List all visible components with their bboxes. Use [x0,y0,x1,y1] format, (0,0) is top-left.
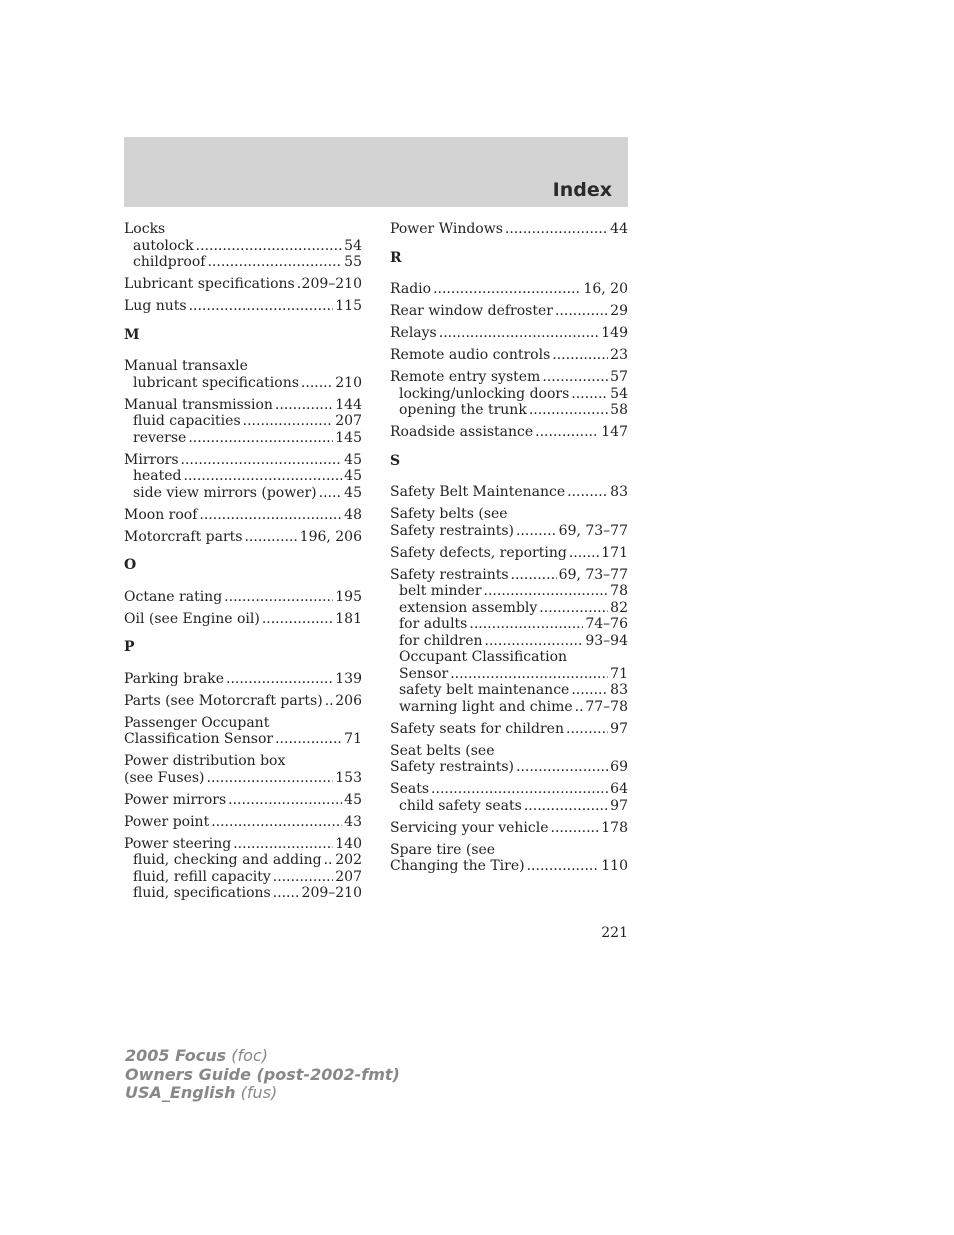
entry-text: Parking brake [124,670,224,687]
entry-text: locking/unlocking doors [399,385,570,402]
entry-page: 140 [335,835,362,852]
index-entry [390,567,628,716]
entry-page: 97 [610,720,628,737]
index-subentry [390,649,628,666]
dot-leader [243,413,334,430]
index-entry [124,452,362,502]
page-title: Index [552,179,612,201]
index-subentry [390,402,628,419]
dot-leader [450,666,608,683]
dot-leader [207,770,334,787]
entry-text: Sensor [399,665,449,682]
entry-text: autolock [133,237,194,254]
footer-model: 2005 Focus [125,1046,227,1065]
entry-page: 69, 73–77 [558,566,628,583]
dot-leader [505,221,608,238]
index-entry [390,484,628,501]
index-entry [390,721,628,738]
dot-leader [555,303,608,320]
index-entry [124,715,362,748]
entry-page: 82 [610,599,628,616]
entry-text: Power distribution box [124,753,286,769]
entry-page: 64 [610,781,628,797]
index-subentry [124,468,362,485]
dot-leader [469,616,583,633]
entry-page: 45 [344,791,362,808]
index-entry-line [390,325,628,342]
dot-leader [542,369,608,386]
entry-text: extension assembly [399,599,538,616]
index-subentry [124,430,362,447]
dot-leader [297,276,300,293]
entry-page: 209–210 [301,276,362,292]
entry-text: Passenger Occupant [124,714,270,731]
index-letter-heading: S [390,452,401,469]
entry-page: 48 [344,506,362,523]
entry-page: 209–210 [301,885,362,901]
index-entry-line [390,424,628,441]
index-entry [390,842,628,875]
index-entry [124,693,362,710]
index-entry-line [390,820,628,837]
dot-leader [516,759,608,776]
entry-page: 77–78 [585,698,628,715]
index-entry-line [124,276,362,293]
dot-leader [567,484,608,501]
footer-guide: Owners Guide (post-2002-fmt) [125,1064,400,1084]
index-entry-line [124,671,362,688]
dot-leader [566,721,608,738]
dot-leader [485,633,584,650]
entry-page: 178 [601,819,628,836]
dot-leader [324,852,334,869]
index-entry-line [124,836,362,853]
index-entry [124,507,362,524]
entry-page: 44 [610,221,628,237]
dot-leader [325,693,334,710]
entry-page: 153 [335,769,362,786]
entry-text: opening the trunk [399,402,527,418]
index-entry [390,743,628,776]
index-letter-heading: P [124,639,135,655]
entry-page: 69 [610,759,628,775]
entry-page: 147 [601,424,628,440]
dot-leader [571,386,608,403]
entry-text: Roadside assistance [390,424,534,440]
entry-text: fluid, refill capacity [133,868,271,885]
dot-leader [228,792,342,809]
index-entry [124,397,362,447]
entry-text: Safety seats for children [390,720,564,737]
entry-text: (see Fuses) [124,769,205,786]
entry-page: 69, 73–77 [558,522,628,539]
dot-leader [516,523,557,540]
entry-text: Safety Belt Maintenance [390,484,566,500]
index-entry [390,325,628,342]
entry-text: fluid capacities [133,413,241,429]
index-entry [124,792,362,809]
entry-text: Power Windows [390,221,503,237]
entry-text: Octane rating [124,588,223,605]
entry-text: fluid, checking and adding [133,852,322,868]
entry-page: 58 [610,402,628,418]
entry-page: 149 [601,325,628,341]
entry-text: Remote entry system [390,369,541,385]
entry-text: Parts (see Motorcraft parts) [124,692,323,709]
entry-page: 210 [335,374,362,391]
dot-leader [262,611,333,628]
index-subentry [390,633,628,650]
dot-leader [319,485,343,502]
index-subentry [124,885,362,902]
page-number: 221 [601,925,628,941]
dot-leader [575,699,584,716]
index-entry-line [390,721,628,738]
dot-leader [188,430,333,447]
index-letter-heading: O [124,557,137,573]
index-entry-line [124,221,362,238]
index-entry-line [124,589,362,606]
entry-text: reverse [133,429,187,446]
entry-text: side view mirrors (power) [133,484,317,501]
entry-page: 23 [610,347,628,363]
entry-text: Lubricant specifications [124,276,295,292]
entry-text: Power mirrors [124,791,227,808]
entry-text: belt minder [399,583,482,599]
entry-text: safety belt maintenance [399,682,570,698]
index-entry-line [390,303,628,320]
dot-leader [199,507,342,524]
entry-page: 83 [610,484,628,500]
entry-text: Classification Sensor [124,731,274,747]
index-entry-line [390,842,628,859]
entry-page: 29 [610,303,628,319]
index-entry-line [124,358,362,375]
dot-leader [181,452,343,469]
dot-leader [207,254,342,271]
entry-text: Servicing your vehicle [390,819,549,836]
entry-page: 45 [344,468,362,484]
index-entry-line [390,221,628,238]
index-entry-line [124,770,362,787]
index-entry-line [124,298,362,315]
dot-leader [189,298,334,315]
index-column-right [390,221,628,880]
entry-page: 110 [601,858,628,874]
dot-leader [431,781,608,798]
index-entry [124,753,362,786]
entry-text: childproof [133,254,206,270]
index-subentry [390,583,628,600]
index-entry [390,369,628,419]
entry-text: Safety belts (see [390,506,508,522]
dot-leader [273,869,334,886]
index-entry-line [124,731,362,748]
index-subentry [390,699,628,716]
entry-text: fluid, specifications [133,885,271,901]
dot-leader [439,325,600,342]
footer [125,1047,400,1103]
index-subentry [390,682,628,699]
index-entry [124,814,362,831]
dot-leader [301,375,333,392]
index-subentry [124,254,362,271]
entry-page: 45 [344,451,362,468]
entry-text: Mirrors [124,451,179,468]
entry-page: 78 [610,583,628,599]
index-entry-line [124,715,362,732]
entry-text: Manual transaxle [124,358,248,374]
dot-leader [196,238,343,255]
index-entry [124,671,362,688]
index-entry [124,276,362,293]
index-entry-line [390,781,628,798]
dot-leader [539,600,608,617]
index-entry [124,358,362,391]
dot-leader [275,397,333,414]
index-subentry [390,798,628,815]
index-letter-heading: R [390,249,402,266]
index-subentry [390,616,628,633]
entry-text: Safety restraints) [390,759,514,775]
dot-leader [184,468,343,485]
entry-page: 207 [335,413,362,429]
entry-text: Moon roof [124,506,198,523]
entry-page: 54 [610,385,628,402]
index-entry [390,781,628,814]
entry-text: Seats [390,781,430,797]
entry-page: 195 [335,588,362,605]
entry-text: Rear window defroster [390,303,553,319]
index-subentry [124,852,362,869]
entry-text: Seat belts (see [390,742,495,759]
index-subentry [124,413,362,430]
index-entry-line [124,507,362,524]
entry-text: Relays [390,325,437,341]
index-entry [390,424,628,441]
index-subentry [124,375,362,392]
entry-text: warning light and chime [399,698,573,715]
index-entry-line [390,369,628,386]
entry-page: 171 [601,544,628,561]
entry-page: 74–76 [585,616,628,632]
index-entry-line [124,753,362,770]
index-entry-line [390,743,628,760]
index-entry-line [124,529,362,546]
index-entry [390,221,628,238]
index-entry-line [124,452,362,469]
entry-page: 145 [335,429,362,446]
index-entry-line [390,759,628,776]
dot-leader [551,820,600,837]
index-entry [390,347,628,364]
index-entry-line [390,523,628,540]
entry-page: 55 [344,254,362,270]
dot-leader [569,545,599,562]
index-entry [390,281,628,298]
index-entry [124,589,362,606]
dot-leader [244,529,297,546]
index-subentry [124,869,362,886]
dot-leader [273,885,300,902]
footer-model-code: (foc) [226,1046,268,1065]
index-entry [124,221,362,271]
entry-text: Power point [124,813,210,830]
index-subentry [390,666,628,683]
index-entry-line [124,611,362,628]
dot-leader [275,731,342,748]
index-entry [124,836,362,902]
entry-page: 202 [335,852,362,868]
footer-language-code: (fus) [235,1083,278,1102]
dot-leader [433,281,581,298]
entry-text: Spare tire (see [390,841,496,858]
entry-text: lubricant specifications [133,374,299,391]
dot-leader [524,798,608,815]
dot-leader [226,671,333,688]
dot-leader [224,589,333,606]
index-entry [124,611,362,628]
index-subentry [390,386,628,403]
entry-text: heated [133,468,182,484]
index-subentry [124,238,362,255]
entry-text: for adults [399,616,468,632]
entry-text: Safety defects, reporting [390,544,567,561]
entry-text: Changing the Tire) [390,858,525,874]
entry-text: Safety restraints) [390,522,514,539]
entry-page: 206 [335,692,362,709]
entry-text: Safety restraints [390,566,509,583]
header-band [124,137,628,207]
entry-page: 181 [335,610,362,627]
entry-text: Locks [124,221,166,237]
dot-leader [529,402,608,419]
index-entry [390,303,628,320]
index-entry [124,529,362,546]
entry-page: 43 [344,813,362,830]
entry-page: 115 [335,298,362,314]
dot-leader [527,858,600,875]
entry-text: child safety seats [399,797,522,814]
index-entry-line [390,506,628,523]
entry-page: 139 [335,670,362,687]
dot-leader [211,814,342,831]
index-entry-line [124,693,362,710]
footer-language: USA_English [125,1083,236,1102]
entry-page: 45 [344,484,362,501]
entry-text: Manual transmission [124,396,273,413]
dot-leader [233,836,333,853]
entry-text: Lug nuts [124,298,187,314]
index-entry-line [124,814,362,831]
index-entry-line [390,484,628,501]
index-entry [124,298,362,315]
index-entry-line [390,281,628,298]
dot-leader [535,424,599,441]
entry-page: 83 [610,682,628,698]
entry-page: 57 [610,369,628,385]
dot-leader [484,583,609,600]
entry-page: 16, 20 [583,281,628,297]
entry-page: 144 [335,396,362,413]
entry-text: for children [399,632,483,649]
dot-leader [552,347,608,364]
entry-text: Oil (see Engine oil) [124,610,260,627]
index-entry-line [390,858,628,875]
index-subentry [124,485,362,502]
index-entry [390,545,628,562]
entry-page: 54 [344,237,362,254]
index-entry [390,506,628,539]
index-subentry [390,600,628,617]
index-entry [390,820,628,837]
index-entry-line [390,545,628,562]
entry-page: 97 [610,797,628,814]
entry-text: Remote audio controls [390,347,551,363]
entry-page: 71 [610,665,628,682]
entry-text: Occupant Classification [399,649,568,665]
entry-text: Motorcraft parts [124,528,243,545]
index-entry-line [390,347,628,364]
index-letter-heading: M [124,326,140,343]
entry-text: Power steering [124,835,232,852]
entry-page: 71 [344,731,362,747]
index-entry-line [390,567,628,584]
entry-text: Radio [390,281,432,297]
index-entry-line [124,792,362,809]
dot-leader [511,567,557,584]
dot-leader [571,682,608,699]
entry-page: 207 [335,868,362,885]
index-entry-line [124,397,362,414]
entry-page: 196, 206 [299,528,362,545]
index-column-left [124,221,362,907]
entry-page: 93–94 [585,632,628,649]
